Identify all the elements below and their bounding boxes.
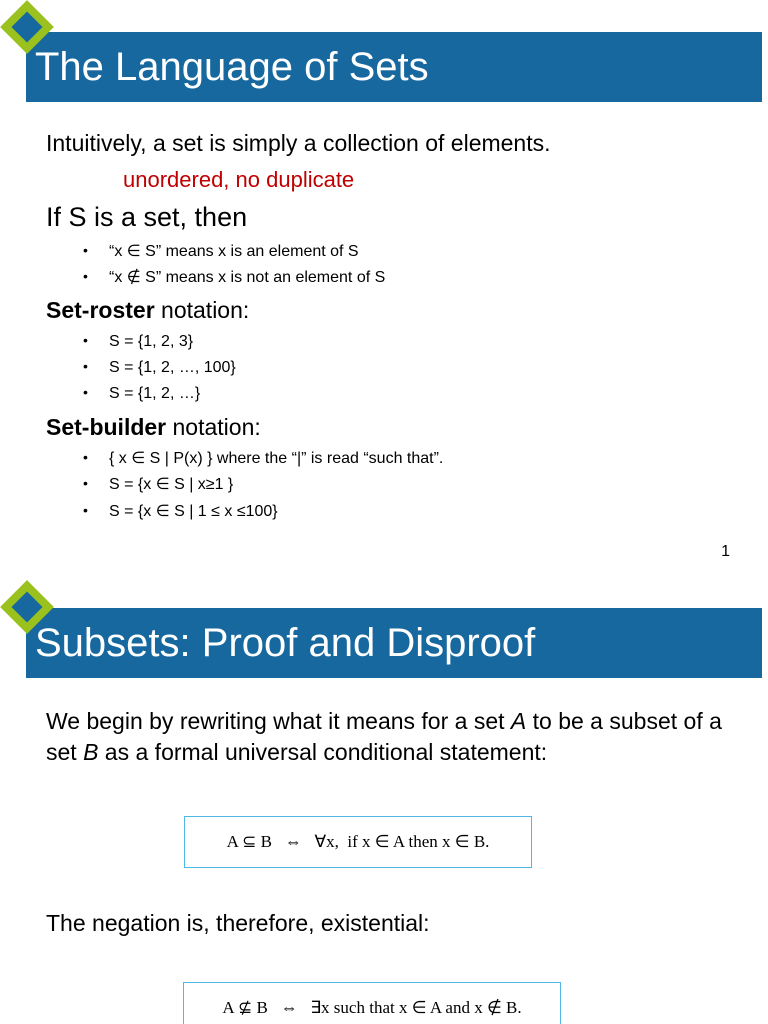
roster-heading-bold: Set-roster [46,297,155,323]
note-text: unordered, no duplicate [123,167,355,192]
roster-heading [46,297,249,324]
bullet-icon: • [83,475,88,491]
bullet-icon: • [83,449,88,465]
subset-formula-box [184,816,532,868]
builder-heading-bold: Set-builder [46,414,167,440]
if-line: If S is a set, then [46,202,248,232]
para-text: to be a subset of a set [46,708,722,765]
bullet-icon: • [83,502,88,518]
bullet-icon: • [83,358,88,374]
bullet-text: { x ∈ S | P(x) } where the “|” is read “such that”. [109,450,444,467]
subset-formula: A ⊆ B ⇔ ∀x, if x ∈ A then x ∈ B. [226,832,490,851]
bullet-text: S = {1, 2, 3} [109,333,194,350]
bullet-text: S = {x ∈ S | 1 ≤ x ≤100} [109,503,278,520]
intro-text: Intuitively, a set is simply a collection of elements. [46,130,551,156]
para-text: We begin by rewriting what it means for a set [46,708,511,734]
bullet-icon: • [83,268,88,284]
para-text: as a formal universal conditional statement: [98,739,548,765]
set-b-symbol: B [83,739,99,765]
bullet-text: S = {1, 2, …} [109,385,201,402]
negation-text: The negation is, therefore, existential: [46,910,430,936]
bullet-text: “x ∉ S” means x is not an element of S [109,269,386,286]
slide-title: The Language of Sets [26,32,762,102]
bullet-icon: • [83,384,88,400]
roster-heading-rest: notation: [154,297,250,323]
bullet-text: S = {1, 2, …, 100} [109,359,236,376]
negation-formula-box [183,982,561,1024]
builder-heading [46,414,261,441]
page-number: 1 [721,543,730,560]
slide-title: Subsets: Proof and Disproof [26,608,762,678]
bullet-text: “x ∈ S” means x is an element of S [109,243,359,260]
bullet-icon: • [83,332,88,348]
set-a-symbol: A [510,708,527,734]
bullet-text: S = {x ∈ S | x≥1 } [109,476,234,493]
paragraph-subset-definition [46,706,736,768]
bullet-icon: • [83,242,88,258]
builder-heading-rest: notation: [166,414,261,440]
slide-2 [0,576,768,1024]
negation-formula: A ⊈ B ⇔ ∃x such that x ∈ A and x ∉ B. [222,998,522,1017]
